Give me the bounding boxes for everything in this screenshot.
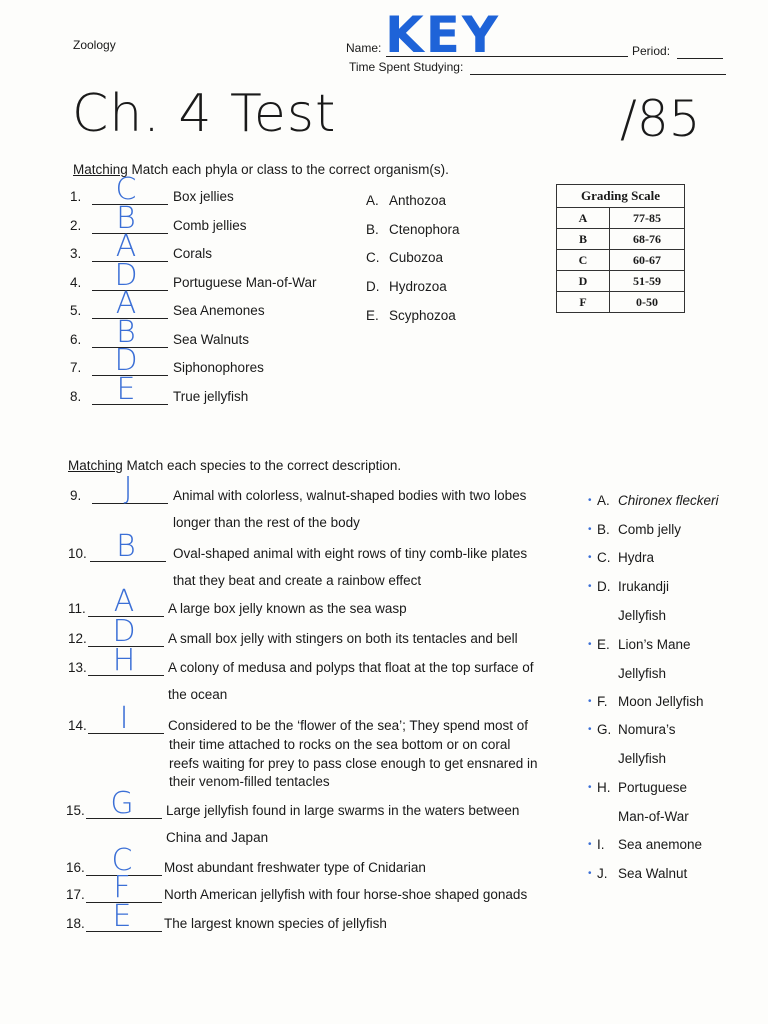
option-text-line: Chironex fleckeri <box>618 493 719 508</box>
grade-letter: B <box>557 229 610 250</box>
grading-row <box>557 250 685 271</box>
option-text-line: Sea Walnut <box>618 866 688 881</box>
option-letter: C. <box>597 550 611 565</box>
grading-row <box>557 229 685 250</box>
bullet-mark: • <box>588 495 592 506</box>
grade-range: 77-85 <box>610 208 685 229</box>
item-number: 13. <box>68 660 87 675</box>
item-text-line: The largest known species of jellyfish <box>164 916 387 931</box>
item-text: Comb jellies <box>173 218 247 233</box>
item-number: 12. <box>68 631 87 646</box>
handwritten-answer: G <box>110 786 134 821</box>
grade-range: 60-67 <box>610 250 685 271</box>
item-number: 18. <box>66 916 85 931</box>
page-title: Ch. 4 Test <box>72 84 337 144</box>
bullet-mark: • <box>588 581 592 592</box>
handwritten-answer: B <box>116 315 136 350</box>
option-text-line: Jellyfish <box>618 608 667 623</box>
option-letter: F. <box>597 694 608 709</box>
handwritten-answer: H <box>112 643 136 678</box>
grade-letter: F <box>557 292 610 313</box>
grading-row <box>557 271 685 292</box>
handwritten-answer: B <box>116 201 136 236</box>
item-number: 2. <box>70 218 82 233</box>
item-number: 17. <box>66 887 85 902</box>
item-number: 15. <box>66 803 85 818</box>
item-text: Box jellies <box>173 189 234 204</box>
grade-range: 0-50 <box>610 292 685 313</box>
bullet-mark: • <box>588 524 592 535</box>
grade-range: 68-76 <box>610 229 685 250</box>
option-letter: D. <box>597 579 611 594</box>
option-letter: H. <box>597 780 611 795</box>
item-text-line: Most abundant freshwater type of Cnidarian <box>164 860 426 875</box>
item-text-line: that they beat and create a rainbow effect <box>173 573 422 588</box>
bullet-mark: • <box>588 839 592 850</box>
handwritten-answer: E <box>116 372 136 407</box>
item-number: 8. <box>70 389 82 404</box>
item-text-line: A colony of medusa and polyps that float at the top surface of <box>168 660 534 675</box>
grade-letter: A <box>557 208 610 229</box>
item-number: 5. <box>70 303 82 318</box>
option-text-line: Moon Jellyfish <box>618 694 704 709</box>
option-text: Ctenophora <box>389 222 460 237</box>
time-line <box>470 74 726 75</box>
handwritten-answer: F <box>113 870 131 905</box>
grade-letter: C <box>557 250 610 271</box>
item-text-line: China and Japan <box>166 830 269 845</box>
option-text-line: Man-of-War <box>618 809 689 824</box>
handwritten-answer: D <box>114 258 138 293</box>
grading-row <box>557 208 685 229</box>
section2-heading-text: Match each species to the correct description. <box>122 458 402 473</box>
item-number: 14. <box>68 718 87 733</box>
period-label: Period: <box>632 44 671 58</box>
section1-heading-text: Match each phyla or class to the correct organism(s). <box>127 162 449 177</box>
item-text: Siphonophores <box>173 360 264 375</box>
item-text-line: Animal with colorless, walnut-shaped bodies with two lobes <box>173 488 527 503</box>
item-text-line: reefs waiting for prey to pass close enough to get ensnared in <box>169 756 538 771</box>
item-number: 1. <box>70 189 82 204</box>
grade-range: 51-59 <box>610 271 685 292</box>
grade-letter: D <box>557 271 610 292</box>
handwritten-answer: D <box>112 614 136 649</box>
bullet-mark: • <box>588 724 592 735</box>
item-text-line: A large box jelly known as the sea wasp <box>168 601 407 616</box>
bullet-mark: • <box>588 868 592 879</box>
option-text: Anthozoa <box>389 193 447 208</box>
item-text: True jellyfish <box>173 389 249 404</box>
section1-heading-underlined: Matching <box>73 162 128 177</box>
option-letter: D. <box>366 279 380 294</box>
handwritten-answer: C <box>111 843 133 878</box>
handwritten-answer: E <box>112 899 132 934</box>
time-label: Time Spent Studying: <box>349 60 464 74</box>
item-number: 6. <box>70 332 82 347</box>
handwritten-answer: B <box>116 529 136 564</box>
option-text-line: Sea anemone <box>618 837 703 852</box>
name-label: Name: <box>346 41 382 55</box>
item-text-line: A small box jelly with stingers on both its tentacles and bell <box>168 631 518 646</box>
option-letter: C. <box>366 250 380 265</box>
item-number: 16. <box>66 860 85 875</box>
option-text-line: Comb jelly <box>618 522 682 537</box>
option-letter: B. <box>366 222 379 237</box>
bullet-mark: • <box>588 639 592 650</box>
grading-row <box>557 292 685 313</box>
bullet-mark: • <box>588 782 592 793</box>
section2-heading-underlined: Matching <box>68 458 123 473</box>
item-number: 3. <box>70 246 82 261</box>
section2-heading <box>68 458 401 473</box>
handwritten-answer: C <box>115 172 137 207</box>
option-letter: A. <box>366 193 379 208</box>
option-letter: I. <box>597 837 605 852</box>
item-number: 9. <box>70 488 82 503</box>
item-text-line: Oval-shaped animal with eight rows of tiny comb-like plates <box>173 546 528 561</box>
item-number: 10. <box>68 546 87 561</box>
handwritten-answer: A <box>115 229 137 264</box>
item-text-line: their venom-filled tentacles <box>169 774 330 789</box>
item-number: 4. <box>70 275 82 290</box>
item-text: Sea Walnuts <box>173 332 250 347</box>
handwritten-answer: J <box>123 471 133 506</box>
option-text-line: Hydra <box>618 550 655 565</box>
handwritten-answer: I <box>119 701 129 736</box>
period-line <box>677 58 723 59</box>
option-letter: B. <box>597 522 610 537</box>
item-text-line: their time attached to rocks on the sea bottom or on coral <box>169 737 511 752</box>
grading-scale-table <box>556 184 685 313</box>
course-label: Zoology <box>73 38 116 52</box>
item-text-line: longer than the rest of the body <box>173 515 360 530</box>
option-text-line: Jellyfish <box>618 751 667 766</box>
option-text-line: Jellyfish <box>618 666 667 681</box>
option-text-line: Nomura’s <box>618 722 676 737</box>
item-text-line: Large jellyfish found in large swarms in the waters between <box>166 803 520 818</box>
option-text-line: Lion’s Mane <box>618 637 691 652</box>
bullet-mark: • <box>588 552 592 563</box>
item-number: 7. <box>70 360 82 375</box>
item-text-line: the ocean <box>168 687 228 702</box>
handwritten-answer: A <box>115 286 137 321</box>
option-letter: E. <box>366 308 379 323</box>
handwritten-answer: D <box>114 343 138 378</box>
item-text-line: Considered to be the ‘flower of the sea’; They spend most of <box>168 718 528 733</box>
option-letter: J. <box>597 866 608 881</box>
option-letter: G. <box>597 722 612 737</box>
item-number: 11. <box>68 601 86 616</box>
option-text: Cubozoa <box>389 250 444 265</box>
grading-scale-title: Grading Scale <box>557 185 685 208</box>
item-text: Corals <box>173 246 213 261</box>
option-text: Hydrozoa <box>389 279 447 294</box>
option-text: Scyphozoa <box>389 308 456 323</box>
item-text-line: North American jellyfish with four horse-shoe shaped gonads <box>164 887 528 902</box>
option-letter: A. <box>597 493 610 508</box>
handwritten-answer: A <box>113 584 135 619</box>
name-answer-key: KEY <box>385 6 501 64</box>
item-text: Sea Anemones <box>173 303 265 318</box>
option-letter: E. <box>597 637 610 652</box>
total-score: /85 <box>620 90 701 148</box>
bullet-mark: • <box>588 696 592 707</box>
option-text-line: Portuguese <box>618 780 688 795</box>
item-text: Portuguese Man-of-War <box>173 275 317 290</box>
option-text-line: Irukandji <box>618 579 670 594</box>
